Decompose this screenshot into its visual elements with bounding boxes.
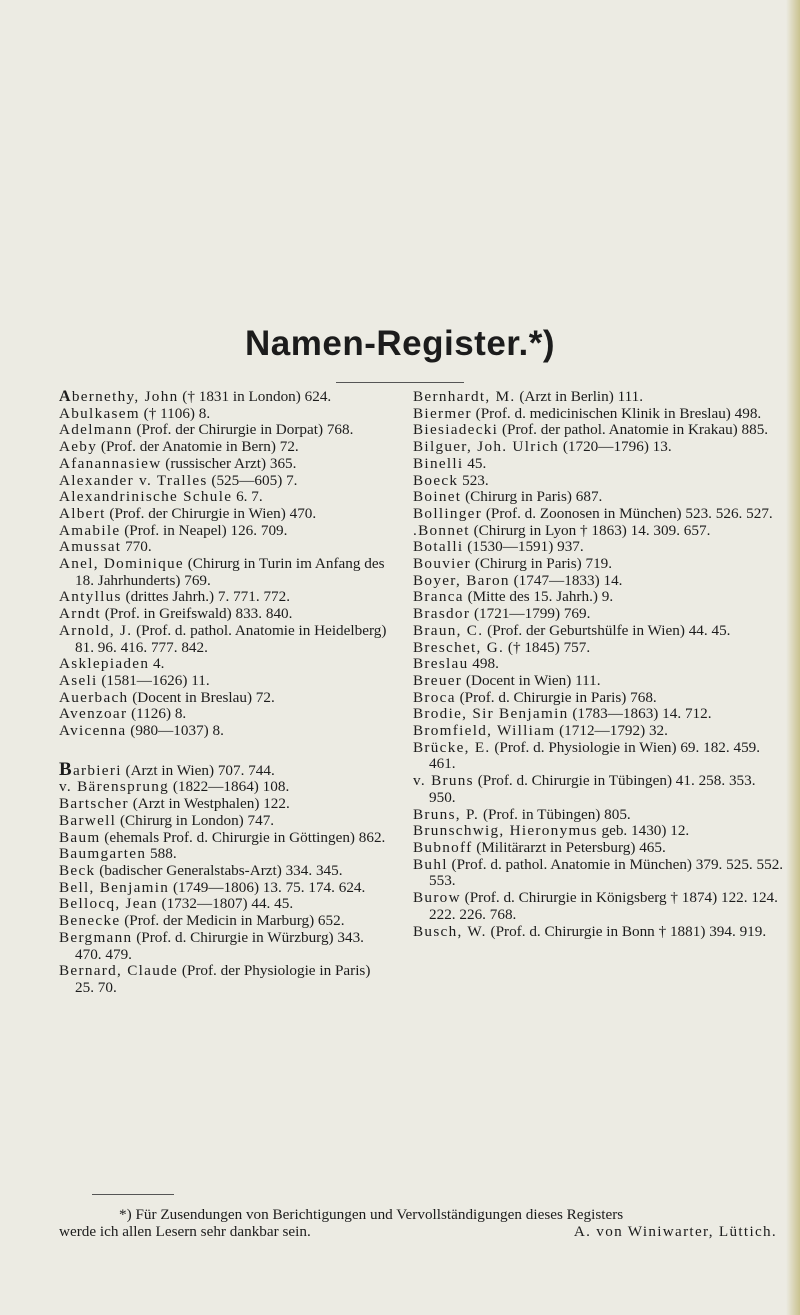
register-entry [59, 589, 389, 606]
right-column [413, 389, 785, 940]
register-entry [413, 706, 785, 723]
entry-details: (Prof. der Physiologie in Paris) 25. 70. [75, 962, 371, 996]
register-entry [59, 863, 389, 880]
entry-name: Bellocq, Jean [59, 895, 158, 913]
entry-name: Alexander v. Tralles [59, 471, 208, 489]
register-entry [59, 690, 389, 707]
register-entry [59, 830, 389, 847]
register-entry [413, 773, 785, 806]
entry-details: (Militärarzt in Petersburg) 465. [472, 838, 666, 856]
entry-name: Botalli [413, 538, 464, 556]
entry-details: geb. 1430) 12. [597, 822, 690, 840]
page-title: Namen-Register.*) [245, 324, 555, 363]
section-b [59, 758, 389, 997]
register-entry [413, 640, 785, 657]
entry-details: 588. [146, 845, 177, 863]
register-entry [413, 740, 785, 773]
entry-details: 4. [149, 655, 165, 673]
register-entry [59, 556, 389, 589]
entry-name: Aeby [59, 438, 98, 456]
entry-name: v. Bärensprung [59, 778, 170, 796]
entry-details: (Arzt in Berlin) 111. [515, 388, 644, 405]
register-entry [59, 506, 389, 523]
entry-name: Afanannasiew [59, 454, 162, 472]
entry-details: (Prof. in Tübingen) 805. [479, 805, 631, 823]
entry-details: (Prof. der Geburtshülfe in Wien) 44. 45. [483, 621, 731, 639]
initial-letter: A [59, 388, 72, 405]
register-entry [413, 857, 785, 890]
title-rule [336, 382, 464, 383]
register-entry [413, 473, 785, 490]
entry-name: Boeck [413, 471, 459, 489]
entry-name: Adelmann [59, 421, 133, 439]
entry-name: Avenzoar [59, 705, 128, 723]
entry-details: 498. [468, 655, 499, 673]
entry-name: Brücke, E. [413, 738, 491, 756]
entry-name: Braun, C. [413, 621, 484, 639]
entry-details: (Docent in Breslau) 72. [128, 688, 275, 706]
entry-name: Barbieri [59, 758, 122, 780]
entry-name: Amussat [59, 538, 122, 556]
entry-name: Bernard, Claude [59, 962, 179, 980]
entry-name: Buhl [413, 855, 448, 873]
entry-details: (Docent in Wien) 111. [462, 671, 601, 689]
entry-details: (1721—1799) 769. [470, 605, 591, 623]
entry-name: Broca [413, 688, 456, 706]
entry-details: (Prof. d. pathol. Anatomie in München) 379. 525. 552. 553. [429, 855, 784, 890]
register-entry [413, 723, 785, 740]
register-entry [59, 758, 389, 780]
footnote-signature: A. von Winiwarter, Lüttich. [573, 1223, 777, 1240]
entry-details: (1822—1864) 108. [169, 778, 290, 796]
section-gap [59, 740, 389, 762]
entry-details: (Arzt in Westphalen) 122. [128, 795, 290, 813]
section-a [59, 389, 389, 740]
entry-name: Beck [59, 861, 96, 879]
register-entry [59, 779, 389, 796]
entry-name: Binelli [413, 454, 464, 472]
entry-name: Breschet, G. [413, 638, 505, 656]
register-entry [413, 690, 785, 707]
entry-details: (1747—1833) 14. [509, 571, 623, 589]
register-entry [413, 823, 785, 840]
entry-name: Brodie, Sir Benjamin [413, 705, 569, 723]
register-entry [59, 439, 389, 456]
entry-name: Alexandrinische Schule [59, 488, 233, 506]
entry-details: 523. [458, 471, 489, 489]
entry-name: Bollinger [413, 504, 483, 522]
entry-name: Antyllus [59, 588, 122, 606]
register-entry [413, 556, 785, 573]
entry-name: Breslau [413, 655, 469, 673]
entry-details: (Prof. d. pathol. Anatomie in Heidelberg) 81. 96. 416. 777. 842. [75, 621, 387, 656]
register-entry [413, 924, 785, 941]
entry-details: 6. 7. [232, 488, 263, 506]
entry-details: (Prof. in Greifswald) 833. 840. [100, 605, 293, 623]
register-entry [413, 807, 785, 824]
register-entry [59, 813, 389, 830]
register-entry [413, 606, 785, 623]
register-entry [413, 656, 785, 673]
entry-name: Bernhardt, M. [413, 388, 516, 405]
entry-details: (1720—1796) 13. [559, 438, 672, 456]
entry-details: (1530—1591) 937. [463, 538, 584, 556]
register-entry [413, 439, 785, 456]
register-entry [413, 623, 785, 640]
register-entry [59, 880, 389, 897]
entry-name: Burow [413, 889, 461, 907]
entry-name: Anel, Dominique [59, 555, 184, 573]
register-entry [59, 606, 389, 623]
footnote-line-2 [59, 1223, 789, 1240]
entry-details: (Prof. d. Chirurgie in Tübingen) 41. 258. 353. 950. [429, 772, 756, 806]
entry-name: Bruns, P. [413, 805, 480, 823]
left-column [59, 389, 389, 997]
register-entry [59, 706, 389, 723]
entry-name: Albert [59, 504, 106, 522]
entry-name: Breuer [413, 671, 463, 689]
entry-name: Arnold, J. [59, 621, 133, 639]
entry-details: (980—1037) 8. [126, 722, 224, 740]
entry-name: Aseli [59, 671, 98, 689]
entry-name: Biermer [413, 404, 472, 422]
register-entry [59, 539, 389, 556]
register-entry [59, 523, 389, 540]
entry-details: (Prof. der pathol. Anatomie in Krakau) 885. [498, 421, 769, 439]
register-entry [59, 656, 389, 673]
entry-details: (525—605) 7. [207, 471, 298, 489]
register-entry [413, 840, 785, 857]
entry-details: (drittes Jahrh.) 7. 771. 772. [121, 588, 291, 606]
initial-letter: B [59, 758, 73, 780]
entry-name: Biesiadecki [413, 421, 499, 439]
entry-details: (Prof. der Chirurgie in Dorpat) 768. [132, 421, 354, 439]
section-b-continued [413, 389, 785, 940]
entry-details: (Mitte des 15. Jahrh.) 9. [463, 588, 614, 606]
register-entry [413, 539, 785, 556]
entry-name: Abernethy, John [59, 388, 179, 405]
register-entry [413, 406, 785, 423]
entry-details: (1783—1863) 14. 712. [568, 705, 712, 723]
entry-details: (1732—1807) 44. 45. [157, 895, 294, 913]
entry-name: Baum [59, 828, 101, 846]
entry-details: (1749—1806) 13. 75. 174. 624. [169, 878, 366, 896]
entry-details: (Prof. d. Zoonosen in München) 523. 526. 527. [482, 504, 773, 522]
entry-name: Bouvier [413, 555, 472, 573]
register-entry [59, 389, 389, 406]
entry-details: (Prof. d. Chirurgie in Paris) 768. [455, 688, 657, 706]
register-entry [413, 422, 785, 439]
entry-details: (Prof. in Neapel) 126. 709. [120, 521, 288, 539]
entry-name: Barwell [59, 811, 117, 829]
entry-details: (russischer Arzt) 365. [161, 454, 297, 472]
entry-name: Benecke [59, 912, 121, 930]
entry-details: (1581—1626) 11. [97, 671, 210, 689]
entry-name: Amabile [59, 521, 121, 539]
register-entry [413, 673, 785, 690]
entry-details: (Chirurg in Paris) 719. [471, 555, 613, 573]
entry-details: (Prof. der Medicin in Marburg) 652. [120, 912, 345, 930]
entry-name: Auerbach [59, 688, 129, 706]
entry-details: (Prof. d. Chirurgie in Bonn † 1881) 394. 919. [486, 922, 767, 940]
entry-details: (Prof. d. Chirurgie in Königsberg † 1874) 122. 124. 222. 226. 768. [429, 889, 778, 923]
register-entry [59, 406, 389, 423]
entry-details: (Chirurg in Lyon † 1863) 14. 309. 657. [469, 521, 711, 539]
entry-name: Bell, Benjamin [59, 878, 170, 896]
register-entry [59, 913, 389, 930]
entry-name: Bergmann [59, 928, 133, 946]
entry-name: Bromfield, William [413, 722, 556, 740]
entry-details: (1126) 8. [127, 705, 187, 723]
entry-details: 45. [463, 454, 487, 472]
register-entry [59, 723, 389, 740]
entry-details: (Chirurg in Turin im Anfang des 18. Jahrhunderts) 769. [75, 555, 385, 589]
register-entry [59, 489, 389, 506]
register-entry [413, 489, 785, 506]
register-entry [59, 896, 389, 913]
register-entry [413, 389, 785, 406]
entry-details: 770. [121, 538, 152, 556]
register-entry [59, 846, 389, 863]
entry-details: († 1106) 8. [139, 404, 211, 422]
entry-name: Avicenna [59, 722, 127, 740]
entry-name: Branca [413, 588, 464, 606]
entry-details: (Prof. d. Chirurgie in Würzburg) 343. 470. 479. [75, 928, 364, 963]
entry-name: .Bonnet [413, 521, 470, 539]
register-entry [413, 589, 785, 606]
entry-details: († 1831 in London) 624. [178, 388, 332, 405]
entry-name: Baumgarten [59, 845, 147, 863]
register-entry [59, 456, 389, 473]
entry-details: (Prof. d. medicinischen Klinik in Breslau) 498. [471, 404, 762, 422]
register-entry [59, 930, 389, 963]
entry-name: Boinet [413, 488, 462, 506]
register-entry [413, 456, 785, 473]
entry-name: Brunschwig, Hieronymus [413, 822, 598, 840]
footnote-line-1: *) Für Zusendungen von Berichtigungen und Vervollständigungen dieses Registers [119, 1206, 624, 1223]
register-entry [413, 523, 785, 540]
entry-details: (ehemals Prof. d. Chirurgie in Göttingen) 862. [100, 828, 386, 846]
entry-name: Arndt [59, 605, 101, 623]
entry-details: (Prof. der Anatomie in Bern) 72. [97, 438, 299, 456]
entry-name: Brasdor [413, 605, 471, 623]
page-edge [786, 0, 800, 1315]
entry-details: (badischer Generalstabs-Arzt) 334. 345. [95, 861, 343, 879]
register-entry [59, 422, 389, 439]
entry-details: (Chirurg in London) 747. [116, 811, 275, 829]
entry-name: Bubnoff [413, 838, 473, 856]
entry-details: (Prof. der Chirurgie in Wien) 470. [105, 504, 317, 522]
entry-details: (1712—1792) 32. [555, 722, 668, 740]
register-entry [59, 796, 389, 813]
entry-name: Bilguer, Joh. Ulrich [413, 438, 560, 456]
register-entry [413, 573, 785, 590]
register-entry [59, 963, 389, 996]
footnote-text: werde ich allen Lesern sehr dankbar sein. [59, 1223, 311, 1240]
entry-name: Asklepiaden [59, 655, 150, 673]
entry-name: Abulkasem [59, 404, 140, 422]
entry-name: Busch, W. [413, 922, 487, 940]
footnote-rule [92, 1194, 174, 1195]
footnote [59, 1206, 789, 1240]
entry-name: Bartscher [59, 795, 129, 813]
entry-details: (Arzt in Wien) 707. 744. [121, 761, 275, 779]
register-entry [59, 473, 389, 490]
register-entry [59, 623, 389, 656]
entry-name: Boyer, Baron [413, 571, 510, 589]
entry-details: (Chirurg in Paris) 687. [461, 488, 603, 506]
register-entry [59, 673, 389, 690]
entry-details: (Prof. d. Physiologie in Wien) 69. 182. 459. 461. [429, 738, 761, 773]
entry-details: († 1845) 757. [504, 638, 591, 656]
entry-name: v. Bruns [413, 772, 474, 790]
register-entry [413, 506, 785, 523]
register-entry [413, 890, 785, 923]
